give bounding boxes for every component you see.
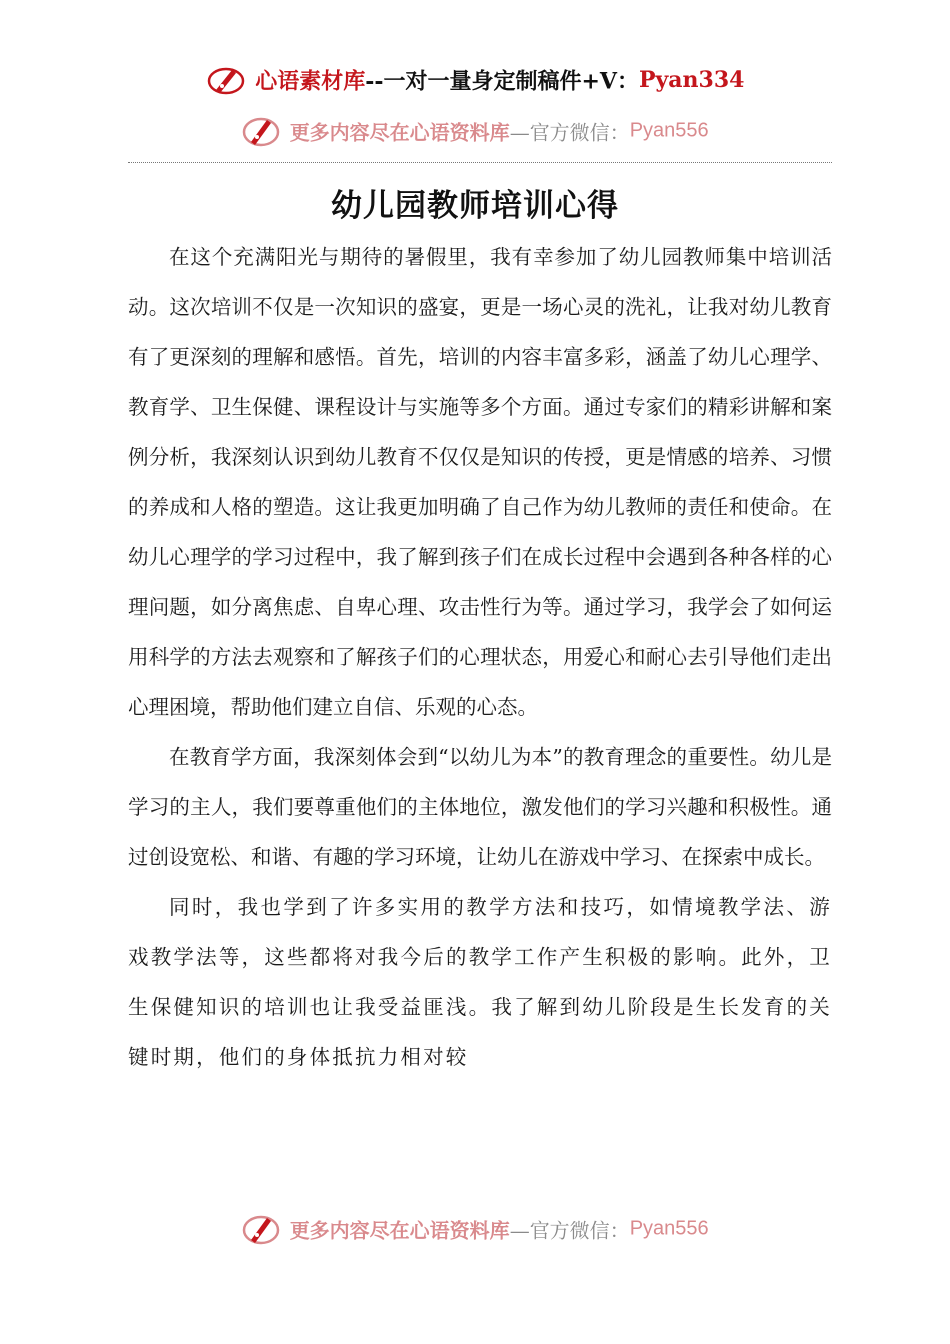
footer-official-label: —官方微信：: [509, 1218, 630, 1243]
top-banner: [0, 64, 950, 96]
watermark-official-label: —官方微信：: [509, 120, 630, 145]
paragraph-3: 同时，我也学到了许多实用的教学方法和技巧，如情境教学法、游戏教学法等，这些都将对我今后的教学工作产生积极的影响。此外，卫生保健知识的培训也让我受益匪浅。我了解到幼儿阶段是生长发育的关键时期，他们的身体抵抗力相对较: [128, 895, 832, 1069]
brand-name: 心语素材库: [255, 68, 366, 95]
document-body: [128, 232, 832, 1082]
footer-wechat-id: Pyan556: [629, 1217, 709, 1240]
document-title: 幼儿园教师培训心得: [331, 188, 619, 224]
banner-slogan: --一对一量身定制稿件+V：: [365, 68, 639, 95]
pen-nib-logo-icon: [241, 114, 281, 148]
footer-more-text: 更多内容尽在心语资料库: [289, 1218, 510, 1243]
paragraph-1: 在这个充满阳光与期待的暑假里，我有幸参加了幼儿园教师集中培训活动。这次培训不仅是一次知识的盛宴，更是一场心灵的洗礼，让我对幼儿教育有了更深刻的理解和感悟。首先，培训的内容丰富多彩，涵盖了幼儿心理学、教育学、卫生保健、课程设计与实施等多个方面。通过专家们的精彩讲解和案例分析，我深刻认识到幼儿教育不仅仅是知识的传授，更是情感的培养、习惯的养成和人格的塑造。这让我更加明确了自己作为幼儿教师的责任和使命。在幼儿心理学的学习过程中，我了解到孩子们在成长过程中会遇到各种各样的心理问题，如分离焦虑、自卑心理、攻击性行为等。通过学习，我学会了如何运用科学的方法去观察和了解孩子们的心理状态，用爱心和耐心去引导他们走出心理困境，帮助他们建立自信、乐观的心态。: [128, 245, 832, 719]
header-divider: [128, 162, 832, 163]
watermark-header: [0, 114, 950, 148]
paragraph-2: 在教育学方面，我深刻体会到“以幼儿为本”的教育理念的重要性。幼儿是学习的主人，我们要尊重他们的主体地位，激发他们的学习兴趣和积极性。通过创设宽松、和谐、有趣的学习环境，让幼儿在游戏中学习、在探索中成长。: [128, 745, 832, 869]
pen-nib-logo-icon: [206, 64, 246, 96]
watermark-more-text: 更多内容尽在心语资料库: [289, 120, 510, 145]
watermark-wechat-id: Pyan556: [629, 119, 709, 142]
pen-nib-logo-icon: [241, 1212, 281, 1246]
watermark-footer: [0, 1212, 950, 1246]
banner-wechat-id: Pyan334: [638, 67, 745, 93]
